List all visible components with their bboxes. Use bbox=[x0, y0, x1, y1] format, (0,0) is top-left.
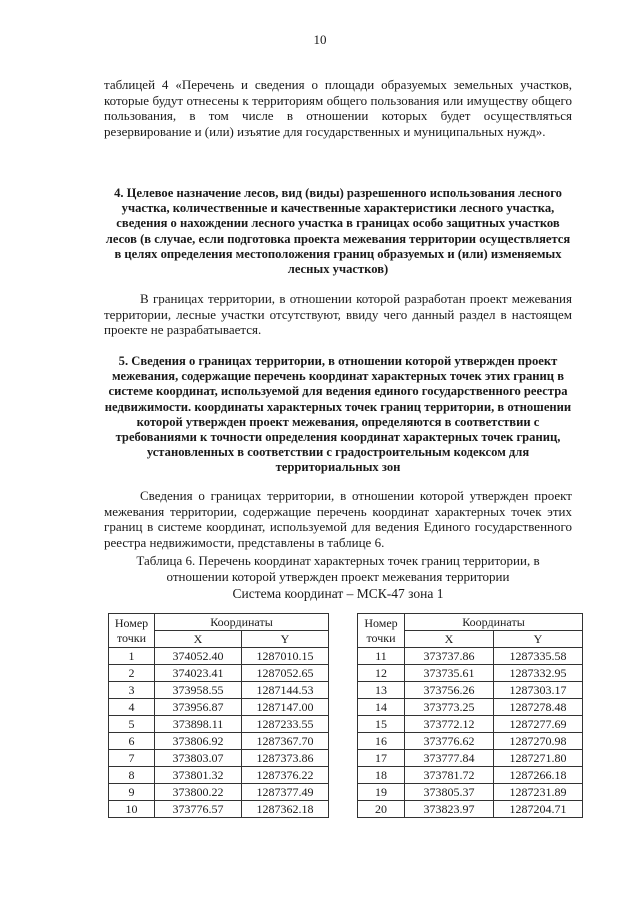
y-coordinate-cell: 1287377.49 bbox=[242, 784, 329, 801]
x-coordinate-cell: 373805.37 bbox=[405, 784, 494, 801]
header-coordinates: Координаты bbox=[155, 614, 329, 631]
table-row bbox=[358, 699, 583, 716]
point-number-cell: 6 bbox=[109, 733, 155, 750]
point-number-cell: 2 bbox=[109, 665, 155, 682]
header-x: X bbox=[405, 631, 494, 648]
point-number-cell: 19 bbox=[358, 784, 405, 801]
table-row bbox=[358, 716, 583, 733]
table-row bbox=[109, 733, 329, 750]
y-coordinate-cell: 1287204.71 bbox=[494, 801, 583, 818]
y-coordinate-cell: 1287052.65 bbox=[242, 665, 329, 682]
y-coordinate-cell: 1287335.58 bbox=[494, 648, 583, 665]
point-number-cell: 11 bbox=[358, 648, 405, 665]
header-point-number: Номер точки bbox=[358, 614, 405, 648]
x-coordinate-cell: 373823.97 bbox=[405, 801, 494, 818]
table-row bbox=[109, 699, 329, 716]
x-coordinate-cell: 373781.72 bbox=[405, 767, 494, 784]
section-5-heading: 5. Сведения о границах территории, в отношении которой утвержден проект межевания, содержащие перечень координат характерных точек этих границ в системе координат, используемой для ведения единого государственного реестра недвижимости. координаты характерных точек границ территории, в отношении которой утвержден проект межевания, определяются в соответствии с требованиями к точности определения координат характерных точек границ, установленных в соответствии с градостроительным кодексом для территориальных зон bbox=[104, 354, 572, 475]
x-coordinate-cell: 373898.11 bbox=[155, 716, 242, 733]
coordinates-table-left bbox=[108, 613, 329, 818]
x-coordinate-cell: 373772.12 bbox=[405, 716, 494, 733]
table-row bbox=[358, 682, 583, 699]
point-number-cell: 17 bbox=[358, 750, 405, 767]
point-number-cell: 20 bbox=[358, 801, 405, 818]
table-row bbox=[109, 682, 329, 699]
y-coordinate-cell: 1287147.00 bbox=[242, 699, 329, 716]
point-number-cell: 9 bbox=[109, 784, 155, 801]
x-coordinate-cell: 373776.62 bbox=[405, 733, 494, 750]
x-coordinate-cell: 373773.25 bbox=[405, 699, 494, 716]
y-coordinate-cell: 1287271.80 bbox=[494, 750, 583, 767]
table-row bbox=[358, 767, 583, 784]
table-row bbox=[358, 801, 583, 818]
table-row bbox=[109, 767, 329, 784]
section-4-heading: 4. Целевое назначение лесов, вид (виды) разрешенного использования лесного участка, количественные и качественные характеристики лесного участка, сведения о нахождении лесного участка в границах особо защитных участков лесов (в случае, если подготовка проекта межевания территории осуществляется в целях определения местоположения границ образуемых и (или) изменяемых лесных участков) bbox=[105, 186, 571, 277]
x-coordinate-cell: 373803.07 bbox=[155, 750, 242, 767]
y-coordinate-cell: 1287278.48 bbox=[494, 699, 583, 716]
y-coordinate-cell: 1287373.86 bbox=[242, 750, 329, 767]
table-row bbox=[358, 665, 583, 682]
table-row bbox=[109, 801, 329, 818]
header-point-number: Номер точки bbox=[109, 614, 155, 648]
table-row bbox=[358, 750, 583, 767]
table-row bbox=[109, 716, 329, 733]
table-row bbox=[109, 665, 329, 682]
point-number-cell: 18 bbox=[358, 767, 405, 784]
section-4-paragraph: В границах территории, в отношении которой разработан проект межевания территории, лесные участки отсутствуют, ввиду чего данный раздел в настоящем проекте не разрабатывается. bbox=[104, 291, 572, 337]
y-coordinate-cell: 1287303.17 bbox=[494, 682, 583, 699]
point-number-cell: 1 bbox=[109, 648, 155, 665]
y-coordinate-cell: 1287332.95 bbox=[494, 665, 583, 682]
y-coordinate-cell: 1287233.55 bbox=[242, 716, 329, 733]
y-coordinate-cell: 1287376.22 bbox=[242, 767, 329, 784]
table-row bbox=[109, 648, 329, 665]
header-x: X bbox=[155, 631, 242, 648]
point-number-cell: 5 bbox=[109, 716, 155, 733]
y-coordinate-cell: 1287362.18 bbox=[242, 801, 329, 818]
x-coordinate-cell: 373735.61 bbox=[405, 665, 494, 682]
y-coordinate-cell: 1287270.98 bbox=[494, 733, 583, 750]
table-row bbox=[358, 648, 583, 665]
header-y: Y bbox=[242, 631, 329, 648]
x-coordinate-cell: 373958.55 bbox=[155, 682, 242, 699]
table-row bbox=[109, 784, 329, 801]
point-number-cell: 13 bbox=[358, 682, 405, 699]
section-5-paragraph: Сведения о границах территории, в отношении которой утвержден проект межевания территории, содержащие перечень координат характерных точек этих границ в системе координат, используемой для ведения Единого государственного реестра недвижимости, представлены в таблице 6. bbox=[104, 488, 572, 550]
x-coordinate-cell: 373756.26 bbox=[405, 682, 494, 699]
coordinate-system-label: Система координат – МСК-47 зона 1 bbox=[232, 586, 444, 601]
x-coordinate-cell: 373806.92 bbox=[155, 733, 242, 750]
intro-paragraph: таблицей 4 «Перечень и сведения о площади образуемых земельных участков, которые будут отнесены к территориям общего пользования или имуществу общего пользования, в том числе в отношении которых будет осуществляться резервирование и (или) изъятие для государственных и муниципальных нужд». bbox=[104, 77, 572, 139]
point-number-cell: 7 bbox=[109, 750, 155, 767]
page-number: 10 bbox=[313, 32, 327, 47]
coordinates-table-right bbox=[357, 613, 583, 818]
y-coordinate-cell: 1287144.53 bbox=[242, 682, 329, 699]
x-coordinate-cell: 373737.86 bbox=[405, 648, 494, 665]
table-row bbox=[358, 733, 583, 750]
point-number-cell: 15 bbox=[358, 716, 405, 733]
y-coordinate-cell: 1287367.70 bbox=[242, 733, 329, 750]
point-number-cell: 16 bbox=[358, 733, 405, 750]
x-coordinate-cell: 373777.84 bbox=[405, 750, 494, 767]
point-number-cell: 12 bbox=[358, 665, 405, 682]
x-coordinate-cell: 374052.40 bbox=[155, 648, 242, 665]
header-y: Y bbox=[494, 631, 583, 648]
point-number-cell: 14 bbox=[358, 699, 405, 716]
point-number-cell: 4 bbox=[109, 699, 155, 716]
y-coordinate-cell: 1287010.15 bbox=[242, 648, 329, 665]
x-coordinate-cell: 373776.57 bbox=[155, 801, 242, 818]
table-row bbox=[358, 784, 583, 801]
header-coordinates: Координаты bbox=[405, 614, 583, 631]
x-coordinate-cell: 373801.32 bbox=[155, 767, 242, 784]
y-coordinate-cell: 1287277.69 bbox=[494, 716, 583, 733]
point-number-cell: 3 bbox=[109, 682, 155, 699]
x-coordinate-cell: 373800.22 bbox=[155, 784, 242, 801]
x-coordinate-cell: 374023.41 bbox=[155, 665, 242, 682]
table-caption: Таблица 6. Перечень координат характерных точек границ территории, в отношении которой утвержден проект межевания территории bbox=[136, 553, 540, 584]
y-coordinate-cell: 1287266.18 bbox=[494, 767, 583, 784]
y-coordinate-cell: 1287231.89 bbox=[494, 784, 583, 801]
point-number-cell: 8 bbox=[109, 767, 155, 784]
point-number-cell: 10 bbox=[109, 801, 155, 818]
table-row bbox=[109, 750, 329, 767]
x-coordinate-cell: 373956.87 bbox=[155, 699, 242, 716]
